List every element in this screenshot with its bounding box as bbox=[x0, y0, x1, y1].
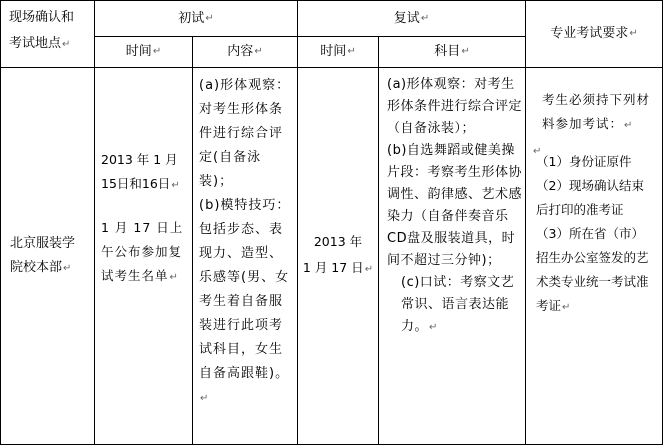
header-location-line2: 考试地点 bbox=[9, 36, 62, 51]
retest-subject-cell bbox=[379, 68, 525, 444]
header-prelim-time: 时间 bbox=[125, 44, 152, 59]
paragraph-mark: ↵ bbox=[562, 302, 571, 313]
retest-subject-a: (a)形体观察：对考生形体条件进行综合评定（自备泳装）； bbox=[387, 77, 523, 136]
paragraph-mark: ↵ bbox=[171, 180, 180, 191]
paragraph-mark: ↵ bbox=[624, 120, 634, 131]
header-prelim: 初试 bbox=[178, 10, 205, 26]
paragraph-mark: ↵ bbox=[533, 146, 542, 157]
requirements-cell bbox=[526, 68, 662, 444]
paragraph-mark: ↵ bbox=[420, 12, 430, 24]
paragraph-mark: ↵ bbox=[629, 28, 638, 39]
paragraph-mark: ↵ bbox=[205, 12, 214, 24]
header-location-line1: 现场确认和 bbox=[9, 10, 75, 25]
paragraph-mark: ↵ bbox=[364, 264, 374, 275]
req-intro: 考生必须持下列材料参加考试： bbox=[542, 92, 651, 131]
prelim-time-announce: 1 月 17 日上午公布参加复试考生名单 bbox=[101, 220, 184, 283]
location-line2: 院校本部 bbox=[10, 259, 63, 275]
paragraph-mark: ↵ bbox=[152, 46, 162, 57]
retest-time-cell bbox=[298, 68, 378, 444]
paragraph-mark: ↵ bbox=[169, 272, 179, 283]
paragraph-mark: ↵ bbox=[347, 46, 356, 57]
prelim-time-line1: 2013 年 1 月 bbox=[101, 152, 178, 167]
prelim-content-b: (b)模特技巧：包括步态、表现力、造型、乐感等(男、女考生着自备服装进行此项考试科目，女生自备高跟鞋)。 bbox=[199, 198, 291, 381]
req-item-2: （2）现场确认结束后打印的准考证 bbox=[536, 178, 644, 217]
location-cell bbox=[1, 68, 94, 444]
header-retest-time-cell bbox=[298, 37, 378, 67]
req-item-3: （3）所在省（市）招生办公室签发的艺术类专业统一考试准考证 bbox=[536, 226, 649, 313]
prelim-time-cell bbox=[95, 68, 192, 444]
prelim-content-a: (a)形体观察：对考生形体条件进行综合评定(自备泳装)； bbox=[199, 78, 291, 189]
retest-subject-b: (b)自选舞蹈或健美操片段：考察考生形体协调性、韵律感、艺术感染力（自备伴奏音乐CD盘及服装道具，时间不超过三分钟)； bbox=[387, 143, 523, 268]
header-retest-cell bbox=[298, 1, 525, 36]
location-line1: 北京服装学 bbox=[10, 235, 76, 251]
prelim-time-line2: 15日和16日 bbox=[101, 176, 171, 191]
header-prelim-time-cell bbox=[95, 37, 192, 67]
retest-time-line2: 1 月 17 日 bbox=[302, 260, 364, 275]
header-requirements-cell bbox=[526, 1, 662, 67]
req-item-1: （1）身份证原件 bbox=[536, 154, 632, 169]
header-retest-subject-cell bbox=[379, 37, 525, 67]
paragraph-mark: ↵ bbox=[200, 393, 210, 404]
paragraph-mark: ↵ bbox=[429, 322, 438, 333]
header-retest: 复试 bbox=[393, 10, 420, 26]
retest-subject-c: (c)口试：考察文艺常识、语言表达能力。 bbox=[401, 275, 515, 334]
header-requirements: 专业考试要求 bbox=[550, 26, 629, 41]
paragraph-mark: ↵ bbox=[254, 46, 263, 57]
paragraph-mark: ↵ bbox=[63, 262, 72, 274]
prelim-content-cell bbox=[193, 68, 297, 444]
paragraph-mark: ↵ bbox=[62, 39, 71, 50]
header-retest-subject: 科目 bbox=[434, 44, 461, 59]
header-prelim-content-cell bbox=[193, 37, 297, 67]
header-location-cell bbox=[1, 1, 94, 67]
paragraph-mark: ↵ bbox=[461, 46, 470, 57]
header-prelim-cell bbox=[95, 1, 297, 36]
retest-time-line1: 2013 年 bbox=[313, 234, 363, 249]
header-prelim-content: 内容 bbox=[227, 44, 254, 59]
header-retest-time: 时间 bbox=[320, 44, 347, 59]
